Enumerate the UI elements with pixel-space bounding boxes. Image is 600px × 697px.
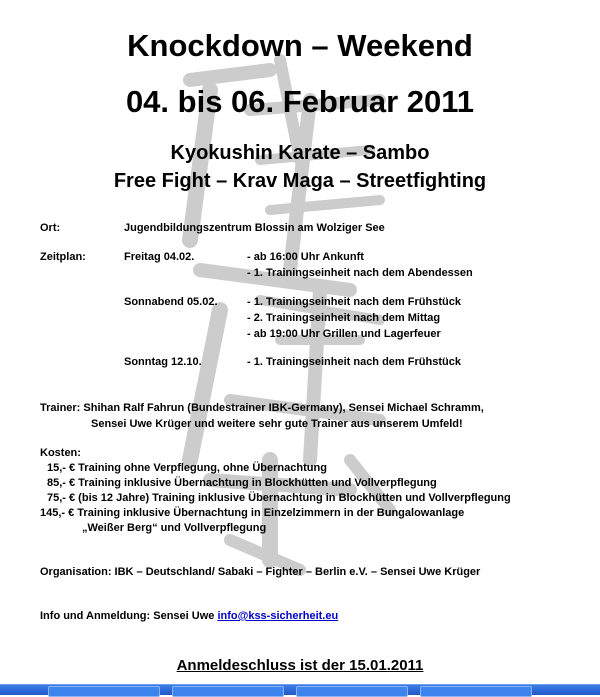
zeitplan-label: Zeitplan: [40, 251, 86, 263]
info-line [40, 610, 338, 622]
schedule-item: - ab 16:00 Uhr Ankunft [247, 251, 364, 263]
event-dates: 04. bis 06. Februar 2011 [125, 84, 475, 119]
price-item: 75,- € (bis 12 Jahre) Training inklusive Übernachtung in Blockhütten und Vollverpflegung [47, 492, 511, 504]
taskbar-button[interactable] [420, 686, 532, 697]
schedule-day: Sonntag 12.10. [124, 356, 202, 368]
schedule-item: - 2. Trainingseinheit nach dem Mittag [247, 312, 441, 324]
event-title: Knockdown – Weekend [127, 28, 473, 63]
ort-value: Jugendbildungszentrum Blossin am Wolziger See [124, 222, 385, 234]
schedule-day: Sonnabend 05.02. [124, 296, 218, 308]
price-item: 145,- € Training inklusive Übernachtung in Einzelzimmern in der Bungalowanlage [40, 507, 465, 519]
price-item: 15,- € Training ohne Verpflegung, ohne Übernachtung [47, 462, 327, 474]
taskbar-button[interactable] [48, 686, 160, 697]
schedule-day: Freitag 04.02. [124, 251, 195, 263]
kosten-label: Kosten: [40, 447, 81, 459]
schedule-item: - 1. Trainingseinheit nach dem Frühstück [247, 356, 461, 368]
taskbar-button[interactable] [296, 686, 408, 697]
schedule-item: - 1. Trainingseinheit nach dem Abendessen [247, 267, 473, 279]
trainer-line-1: Trainer: Shihan Ralf Fahrun (Bundestrainer IBK-Germany), Sensei Michael Schramm, [40, 402, 484, 414]
schedule-item: - 1. Trainingseinheit nach dem Frühstück [247, 296, 461, 308]
styles-line-2: Free Fight – Krav Maga – Streetfighting [113, 170, 487, 192]
taskbar [0, 684, 600, 695]
price-item-continuation: „Weißer Berg“ und Vollverpflegung [82, 522, 267, 534]
price-item: 85,- € Training inklusive Übernachtung in Blockhütten und Vollverpflegung [47, 477, 437, 489]
trainer-line-2: Sensei Uwe Krüger und weitere sehr gute Trainer aus unserem Umfeld! [91, 418, 463, 430]
registration-deadline: Anmeldeschluss ist der 15.01.2011 [176, 657, 424, 674]
taskbar-button[interactable] [172, 686, 284, 697]
info-prefix: Info und Anmeldung: Sensei Uwe [40, 610, 218, 622]
schedule-item: - ab 19:00 Uhr Grillen und Lagerfeuer [247, 328, 441, 340]
organisation-line: Organisation: IBK – Deutschland/ Sabaki – Fighter – Berlin e.V. – Sensei Uwe Krüger [40, 566, 481, 578]
ort-label: Ort: [40, 222, 61, 234]
email-link[interactable]: info@kss-sicherheit.eu [217, 610, 339, 622]
styles-line-1: Kyokushin Karate – Sambo [170, 142, 430, 164]
